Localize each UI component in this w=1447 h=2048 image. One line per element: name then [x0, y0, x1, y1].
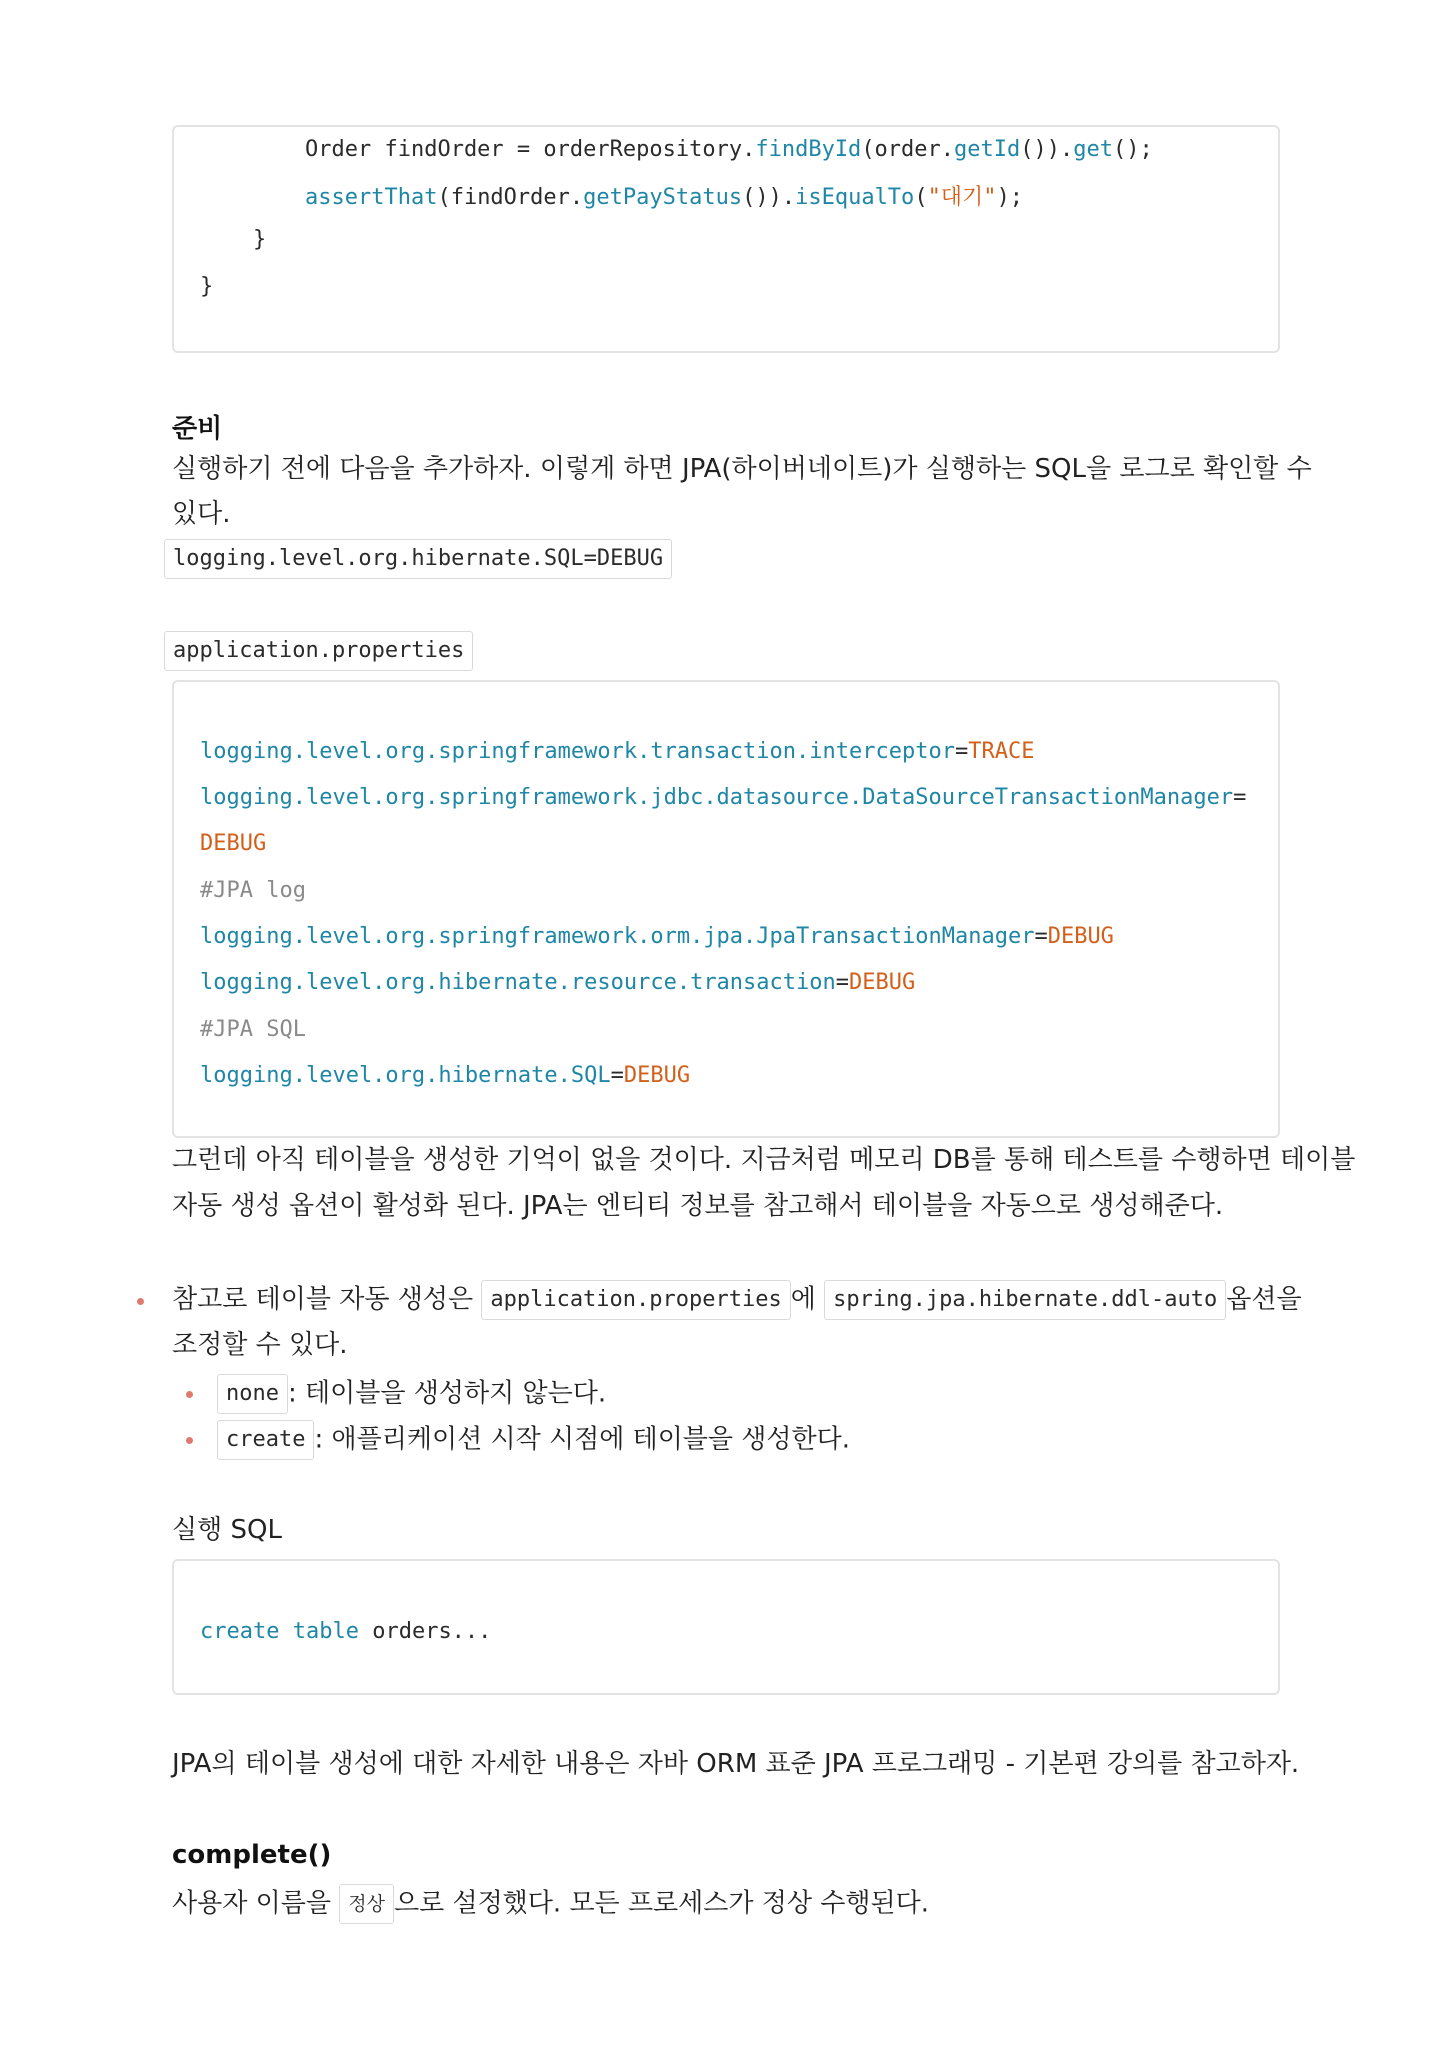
code-line [305, 137, 1153, 162]
note-post: 옵션을 [1226, 1284, 1302, 1315]
section-heading-complete: complete() [172, 1840, 332, 1870]
code-token: TRACE [968, 739, 1035, 764]
code-token: "대기" [927, 185, 997, 210]
inline-code-sql-debug: logging.level.org.hibernate.SQL=DEBUG [164, 539, 672, 579]
code-token: DEBUG [623, 1063, 691, 1088]
bullet-dot [137, 1298, 144, 1305]
inline-code-application-properties: application.properties [481, 1280, 790, 1320]
code-token: orders... [358, 1619, 492, 1644]
code-token: assertThat [305, 185, 438, 210]
note-pre: 참고로 테이블 자동 생성은 [172, 1284, 474, 1315]
note-line-2: 조정할 수 있다. [172, 1330, 348, 1360]
code-token [279, 1619, 292, 1644]
code-token: (findOrder. [437, 185, 584, 210]
code-line [200, 878, 306, 903]
inline-setting-wrapper [164, 539, 672, 579]
sub-item-text: : 테이블을 생성하지 않는다. [287, 1378, 607, 1409]
code-block-sql [172, 1559, 1280, 1695]
code-token: } [253, 227, 267, 252]
code-line [200, 1619, 491, 1644]
code-token: logging.level.org.springframework.orm.jpa.JpaTransactionManager [200, 924, 1035, 949]
reference-text: JPA의 테이블 생성에 대한 자세한 내용은 자바 ORM 표준 JPA 프로그래밍 - 기본편 강의를 참고하자. [172, 1749, 1300, 1779]
para2-line-2: 자동 생성 옵션이 활성화 된다. JPA는 엔티티 정보를 참고해서 테이블을 자동으로 생성해준다. [172, 1191, 1224, 1221]
inline-code-none: none [217, 1374, 288, 1414]
code-token: = [610, 1063, 624, 1088]
code-line [200, 831, 266, 856]
sql-label: 실행 SQL [172, 1515, 282, 1545]
code-token: = [954, 739, 969, 764]
code-token: = [1233, 785, 1247, 810]
inline-code-normal: 정상 [339, 1884, 394, 1924]
sub-item-create [217, 1420, 850, 1460]
code-token: #JPA SQL [200, 1017, 306, 1042]
code-line [253, 227, 266, 252]
code-line [200, 739, 1034, 764]
code-token: get [1073, 137, 1113, 162]
code-lines [174, 127, 1278, 351]
code-token: getPayStatus [583, 185, 743, 210]
code-line [200, 1063, 690, 1088]
code-token: ()). [1020, 137, 1074, 162]
code-lines [174, 682, 1278, 1136]
code-token: (); [1113, 137, 1153, 162]
code-token: create [200, 1619, 280, 1644]
sub-item-text: : 애플리케이션 시작 시점에 테이블을 생성한다. [314, 1424, 851, 1455]
code-token: = [1034, 924, 1048, 949]
sub-bullet-dot [186, 1437, 193, 1444]
prep-line-1: 실행하기 전에 다음을 추가하자. 이렇게 하면 JPA(하이버네이트)가 실행하는 SQL을 로그로 확인할 수 [172, 454, 1312, 484]
complete-post: 으로 설정했다. 모든 프로세스가 정상 수행된다. [393, 1888, 930, 1919]
para2-line-1: 그런데 아직 테이블을 생성한 기억이 없을 것이다. 지금처럼 메모리 DB를 통해 테스트를 수행하면 테이블 [172, 1145, 1356, 1175]
code-block-test [172, 125, 1280, 353]
code-lines [174, 1561, 1278, 1693]
prep-line-2: 있다. [172, 499, 231, 529]
complete-line [172, 1884, 929, 1924]
file-label-wrapper [164, 631, 473, 671]
code-token: logging.level.org.hibernate.resource.transaction [200, 970, 836, 995]
code-line [200, 970, 915, 995]
code-token: = [835, 970, 850, 995]
note-mid: 에 [790, 1284, 816, 1315]
code-line [200, 274, 213, 299]
code-token: ()). [742, 185, 796, 210]
code-token: (order. [861, 137, 955, 162]
code-token: getId [954, 137, 1021, 162]
code-token: ( [914, 185, 928, 210]
complete-pre: 사용자 이름을 [172, 1888, 331, 1919]
inline-code-create: create [217, 1420, 314, 1460]
code-token: logging.level.org.hibernate.SQL [200, 1063, 611, 1088]
sub-bullet-dot [186, 1391, 193, 1398]
code-line [200, 1017, 306, 1042]
sub-item-none [217, 1374, 606, 1414]
code-block-properties [172, 680, 1280, 1138]
code-token: DEBUG [849, 970, 916, 995]
code-token: logging.level.org.springframework.jdbc.datasource.DataSourceTransactionManager [200, 785, 1234, 810]
code-token: ); [996, 185, 1024, 210]
code-token: } [200, 274, 214, 299]
code-token: logging.level.org.springframework.transaction.interceptor [200, 739, 955, 764]
code-token: DEBUG [1047, 924, 1114, 949]
code-token: table [292, 1619, 359, 1644]
code-line [200, 924, 1114, 949]
code-token: isEqualTo [795, 185, 915, 210]
code-token: findById [755, 137, 862, 162]
code-line [200, 785, 1246, 810]
code-line [305, 180, 1023, 211]
section-heading-prep: 준비 [172, 414, 223, 444]
code-token: DEBUG [200, 831, 267, 856]
file-label-application-properties: application.properties [164, 631, 473, 671]
code-token: Order findOrder = orderRepository. [305, 137, 756, 162]
inline-code-ddl-auto: spring.jpa.hibernate.ddl-auto [824, 1280, 1226, 1320]
code-token: #JPA log [200, 878, 306, 903]
note-line-1 [172, 1280, 1302, 1320]
